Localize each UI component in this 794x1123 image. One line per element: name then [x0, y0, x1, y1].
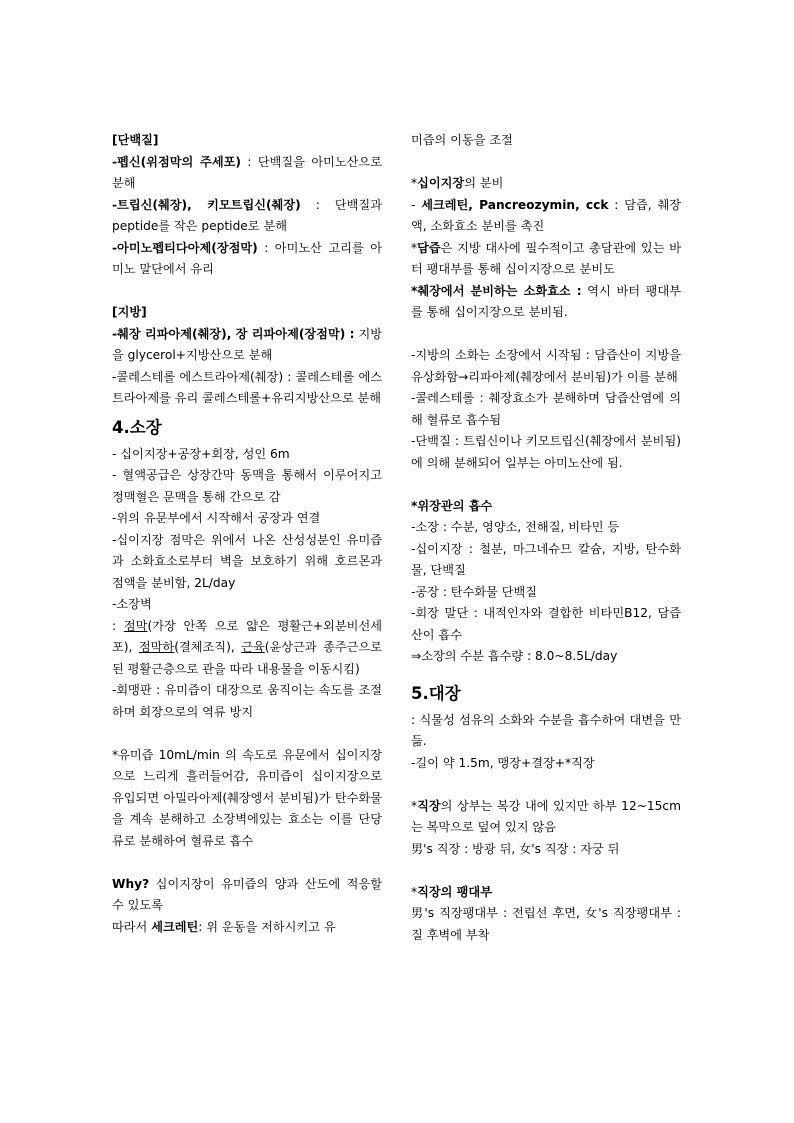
fat-item-esterase: -콜레스테롤 에스트라아제(췌장) : 콜레스테롤 에스트라아제를 유리 콜레스테롤+유리지방산으로 분해 [112, 369, 382, 405]
duodenum-secretion-header: *십이지장의 분비 [411, 176, 504, 190]
fat-digestion-note: -지방의 소화는 소장에서 시작됨 : 담즙산이 지방을 유상화함→리파아제(췌장에서 분비됨)가 이를 분해 [411, 348, 681, 384]
absorption-item: -회장 말단 : 내적인자와 결합한 비타민B12, 담즙산이 흡수 [411, 606, 681, 642]
absorption-item: -공장 : 탄수화물 단백질 [411, 584, 538, 599]
rectum-position-note: 男's 직장 : 방광 뒤, 女's 직장 : 자궁 뒤 [411, 841, 620, 856]
small-intestine-item: - 십이지장+공장+회장, 성인 6m [112, 446, 290, 461]
protein-header: [단백질] [112, 133, 159, 147]
left-column [112, 130, 382, 938]
chyme-note: *유미즙 10mL/min 의 속도로 유문에서 십이지장으로 느리게 흘러들어감, 유미즙이 십이지장으로 유입되면 아밀라아제(췌장엥서 분비됨)가 탄수화물을 계속 분해하고 소장벽에있는 효소는 이를 단당류로 분해하여 혈류로 흡수 [112, 747, 382, 848]
small-intestine-item: -위의 유문부에서 시작해서 공장과 연결 [112, 511, 321, 525]
small-intestine-wall-label: -소장벽 [112, 597, 152, 611]
rectal-ampulla-note: 男's 직장팽대부 : 전립선 후면, 女's 직장팽대부 : 질 후벽에 부착 [411, 906, 681, 942]
secretin-note-continued: 미즙의 이동을 조절 [411, 133, 513, 147]
small-intestine-wall-layers: : 점막(가장 안쪽 으로 얇은 평활근+외분비선세포), 점막하(결체조직), 근육(윤상근과 종주근으로 된 평활근층으로 관을 따라 내용물을 이동시킴) [112, 618, 382, 676]
fat-header: [지방] [112, 305, 147, 319]
section-5-title: 5.대장 [411, 683, 461, 703]
protein-item-trypsin: -트립신(췌장), 키모트립신(췌장) : 단백질과 peptide를 작은 peptide로 분해 [112, 197, 382, 233]
why-note: Why? 십이지장이 유미즙의 양과 산도에 적응할 수 있도록 [112, 876, 382, 912]
fat-item-lipase: -췌장 리파아제(췌장), 장 리파아제(장점막) : 지방을 glycerol+지방산으로 분해 [112, 326, 382, 362]
small-intestine-item: -십이지장 점막은 위에서 나온 산성성분인 유미즙과 소화효소로부터 벽을 보호하기 위해 호르몬과 점액을 분비함, 2L/day [112, 532, 382, 590]
protein-digestion-note: -단백질 : 트립신이나 키모트립신(췌장에서 분비됨)에 의해 분해되어 일부는 아미노산에 됨. [411, 434, 681, 470]
large-intestine-item: : 식물성 섬유의 소화와 수분을 흡수하여 대변을 만듦. [411, 712, 681, 748]
absorption-header: *위장관의 흡수 [411, 498, 493, 513]
ileocecal-valve-item: -회맹판 : 유미즙이 대장으로 움직이는 속도를 조절하며 회장으로의 역류 방지 [112, 683, 382, 719]
right-column [411, 130, 681, 946]
absorption-item: -소장 : 수분, 영양소, 전해질, 비타민 등 [411, 520, 620, 534]
rectal-ampulla-header: *직장의 팽대부 [411, 884, 492, 899]
bile-note: *담즙은 지방 대사에 필수적이고 총담관에 있는 바터 팽대부를 통해 십이지장으로 분비도 [411, 240, 681, 276]
small-intestine-item: - 혈액공급은 상장간막 동맥을 통해서 이루어지고 정맥혈은 문맥을 통해 간으로 감 [112, 468, 382, 504]
section-4-title: 4.소장 [112, 417, 162, 437]
water-absorption-note: ⇒소장의 수분 흡수량 : 8.0~8.5L/day [411, 649, 618, 663]
protein-item-pepsin: -펩신(위점막의 주세포) : 단백질을 아미노산으로 분해 [112, 154, 382, 190]
protein-item-aminopeptidase: -아미노펩티다아제(장점막) : 아미노산 고리를 아미노 말단에서 유리 [112, 240, 382, 276]
secretin-note: 따라서 세크레틴: 위 운동을 저하시키고 유 [112, 919, 336, 934]
large-intestine-item: -길이 약 1.5m, 맹장+결장+*직장 [411, 755, 595, 770]
cholesterol-note: -콜레스테롤 : 췌장효소가 분해하며 담즙산염에 의해 혈류로 흡수됨 [411, 391, 681, 427]
rectum-note: *직장의 상부는 복강 내에 있지만 하부 12~15cm는 복막으로 덮여 있지 않음 [411, 798, 681, 834]
absorption-item: -십이지장 : 철분, 마그네슈므 칼슘, 지방, 탄수화물, 단백질 [411, 541, 681, 577]
duodenum-hormones: - 세크레틴, Pancreozymin, cck : 담즙, 췌장액, 소화효소 분비를 촉진 [411, 197, 681, 233]
pancreatic-enzymes-note: *췌장에서 분비하는 소화효소 : 역시 바터 팽대부를 통해 십이지장으로 분비됨. [411, 283, 681, 319]
